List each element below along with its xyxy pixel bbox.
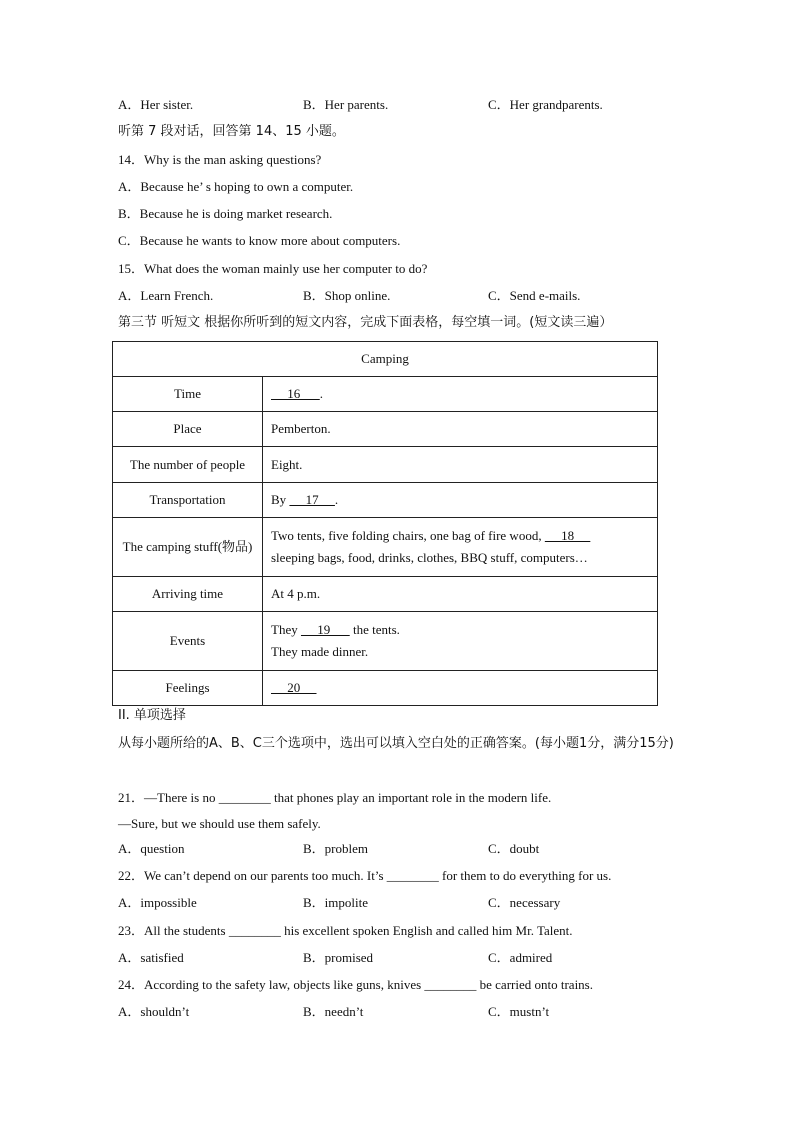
blank-16[interactable]: 16: [271, 386, 320, 401]
transport-suffix: .: [334, 492, 339, 507]
stuff-line1-prefix: Two tents, five folding chairs, one bag of fire wood,: [271, 528, 545, 543]
transport-label: Transportation: [113, 483, 263, 518]
blank-20[interactable]: 20: [271, 680, 317, 695]
q15-option-a: A．Learn French.: [118, 288, 214, 303]
stuff-label-text: The camping stuff(物品): [122, 539, 253, 554]
place-value: Pemberton.: [263, 412, 658, 447]
arriving-value: At 4 p.m.: [263, 577, 658, 612]
q13-option-b: B．Her parents.: [303, 97, 389, 112]
stuff-line-2: sleeping bags, food, drinks, clothes, BBQ stuff, computers…: [271, 550, 588, 565]
q24-option-c: C．mustn’t: [488, 1004, 550, 1019]
q21-option-a: A．question: [118, 841, 185, 856]
q23-option-b: B．promised: [303, 950, 374, 965]
events-line-2: They made dinner.: [271, 644, 369, 659]
q24-question: 24．According to the safety law, objects like guns, knives ________ be carried onto trains.: [118, 977, 593, 992]
feelings-cell: [263, 671, 658, 706]
events-suffix: the tents.: [349, 622, 400, 637]
transport-cell: [263, 483, 658, 518]
q15-option-b: B．Shop online.: [303, 288, 391, 303]
q22-option-c: C．necessary: [488, 895, 561, 910]
camping-table: [112, 341, 658, 706]
q15-option-c: C．Send e-mails.: [488, 288, 581, 303]
events-label: Events: [113, 612, 263, 671]
q22-option-b: B．impolite: [303, 895, 369, 910]
part2-heading: II. 单项选择: [118, 708, 186, 723]
time-suffix: .: [319, 386, 323, 401]
part2-instruction-text: 从每小题所给的A、B、C三个选项中，选出可以填入空白处的正确答案。(每小题1分，满分15分): [118, 736, 674, 751]
q23-question: 23．All the students ________ his excellent spoken English and called him Mr. Talent.: [118, 923, 573, 938]
q21-option-c: C．doubt: [488, 841, 540, 856]
stuff-line-1: [271, 525, 649, 547]
q15-question: 15．What does the woman mainly use her computer to do?: [118, 261, 428, 276]
events-cell: [263, 612, 658, 671]
q14-option-c: C．Because he wants to know more about computers.: [118, 233, 401, 248]
transport-prefix: By: [271, 492, 290, 507]
stuff-cell: [263, 518, 658, 577]
q14-option-b: B．Because he is doing market research.: [118, 206, 333, 221]
blank-17[interactable]: 17: [289, 492, 335, 507]
time-cell: [263, 377, 658, 412]
people-value: Eight.: [263, 447, 658, 483]
q13-option-c: C．Her grandparents.: [488, 97, 603, 112]
place-label: Place: [113, 412, 263, 447]
section3-instruction: 第三节 听短文 根据你所听到的短文内容，完成下面表格，每空填一词。(短文读三遍）: [118, 315, 613, 330]
blank-18[interactable]: 18: [544, 528, 591, 543]
stuff-label: [113, 518, 263, 577]
q21-question: 21．—There is no ________ that phones play an important role in the modern life.: [118, 790, 552, 805]
q14-question: 14．Why is the man asking questions?: [118, 152, 322, 167]
time-label: Time: [113, 377, 263, 412]
q21-reply: —Sure, but we should use them safely.: [118, 816, 321, 831]
events-prefix: They: [271, 622, 301, 637]
q13-option-a: A．Her sister.: [118, 97, 194, 112]
q24-option-b: B．needn’t: [303, 1004, 364, 1019]
arriving-label: Arriving time: [113, 577, 263, 612]
q23-option-a: A．satisfied: [118, 950, 184, 965]
q23-option-c: C．admired: [488, 950, 553, 965]
feelings-label: Feelings: [113, 671, 263, 706]
q21-option-b: B．problem: [303, 841, 368, 856]
part2-instruction: [118, 732, 678, 756]
q14-option-a: A．Because he’ s hoping to own a computer.: [118, 179, 354, 194]
q22-question: 22．We can’t depend on our parents too much. It’s ________ for them to do everything for us.: [118, 868, 612, 883]
events-line-1: [271, 619, 649, 641]
camping-table-title: Camping: [113, 342, 658, 377]
blank-19[interactable]: 19: [300, 622, 350, 637]
q22-option-a: A．impossible: [118, 895, 197, 910]
dialog7-instruction: 听第 7 段对话，回答第 14、15 小题。: [118, 124, 345, 139]
q24-option-a: A．shouldn’t: [118, 1004, 190, 1019]
people-label: The number of people: [113, 447, 263, 483]
